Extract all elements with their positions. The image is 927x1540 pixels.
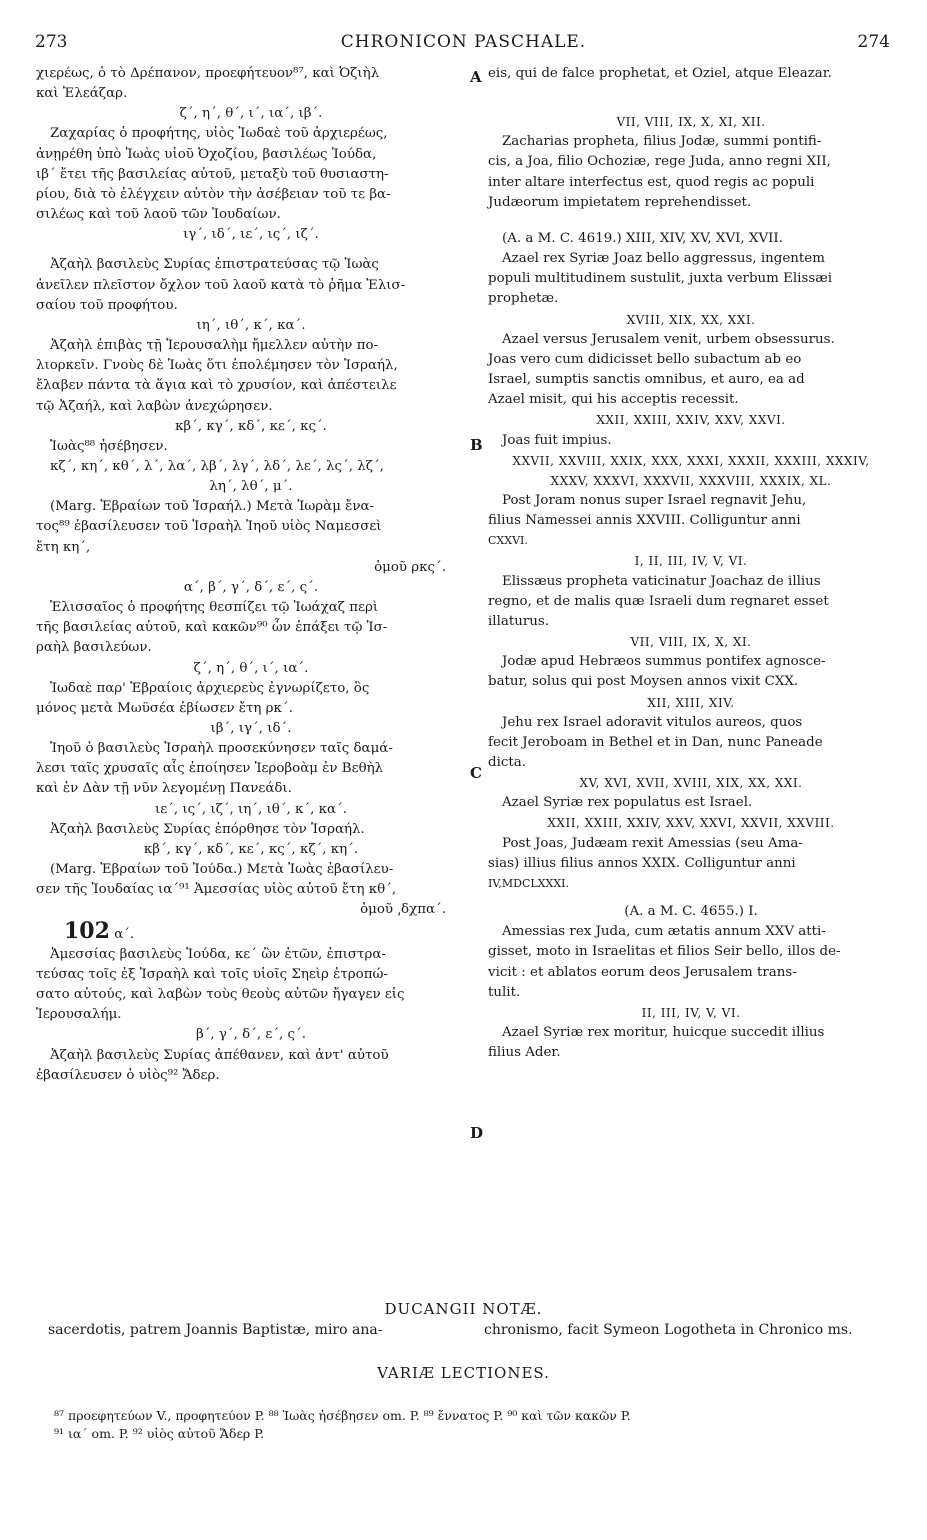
greek-column xyxy=(36,64,466,1086)
latin-line: filius Ader. xyxy=(488,1045,561,1061)
latin-line: populi multitudinem sustulit, juxta verbum Elissæi xyxy=(488,271,833,287)
latin-line: Judæorum impietatem reprehendisset. xyxy=(488,194,752,210)
section-letter-b: B xyxy=(470,436,483,454)
greek-line: τῆς βασιλείας αὐτοῦ, καὶ κακῶν⁹⁰ ὧν ἐπάξει τῷ Ἰσ- xyxy=(36,620,388,636)
greek-line: Ἀζαὴλ βασιλεὺς Συρίας ἀπέθανεν, καὶ ἀντ' αὐτοῦ xyxy=(50,1047,389,1063)
greek-line: λιορκεῖν. Γνοὺς δὲ Ἰωὰς ὅτι ἐπολέμησεν τὸν Ἰσραήλ, xyxy=(36,358,398,374)
greek-line: Ἐλισσαῖος ὁ προφήτης θεσπίζει τῷ Ἰωάχαζ περὶ xyxy=(50,600,379,616)
notes-text-right: chronismo, facit Symeon Logotheta in Chronico ms. xyxy=(484,1322,853,1338)
greek-line: τῷ Ἀζαήλ, καὶ λαβὼν ἀνεχώρησεν. xyxy=(36,398,273,414)
greek-line: (Marg. Ἑβραίων τοῦ Ἰούδα.) Μετὰ Ἰωὰς ἐβασίλευ- xyxy=(50,862,394,878)
variae-lectiones-title: VARIÆ LECTIONES. xyxy=(377,1364,550,1382)
latin-line: Israel, sumptis sanctis omnibus, et auro, ea ad xyxy=(488,372,805,388)
latin-line: cis, a Joa, filio Ochoziæ, rege Juda, anno regni XII, xyxy=(488,154,831,170)
greek-line: Ζαχαρίας ὁ προφήτης, υἱὸς Ἰωδαὲ τοῦ ἀρχιερέως, xyxy=(50,126,388,142)
greek-year-numbers: λη΄, λθ΄, μ΄. xyxy=(209,479,293,495)
greek-line: ἀνῃρέθη ὑπὸ Ἰωὰς υἱοῦ Ὀχοζίου, βασιλέως Ἰούδα, xyxy=(36,146,377,162)
latin-line: dicta. xyxy=(488,755,526,770)
latin-line: gisset, moto in Israelitas et filios Seir bello, illos de- xyxy=(488,944,841,960)
greek-line: Ἰωὰς⁸⁸ ἠσέβησεν. xyxy=(50,438,168,454)
latin-line: filius Namessei annis XXVIII. Colliguntur anni xyxy=(488,513,801,529)
greek-line: ἀνεῖλεν πλεῖστον ὄχλον τοῦ λαοῦ κατὰ τὸ ῥῆμα Ἐλισ- xyxy=(36,277,406,293)
greek-line: ἐβασίλευσεν ὁ υἱὸς⁹² Ἄδερ. xyxy=(36,1067,220,1083)
latin-line: Azael misit, qui his acceptis recessit. xyxy=(488,392,739,408)
notes-text-left: sacerdotis, patrem Joannis Baptistæ, miro ana- xyxy=(48,1322,383,1338)
latin-year-numbers: XXVII, XXVIII, XXIX, XXX, XXXI, XXXII, XXXIII, XXXIV, xyxy=(512,453,870,468)
variae-lectiones xyxy=(54,1407,904,1443)
latin-year-numbers: XVIII, XIX, XX, XXI. xyxy=(626,312,756,327)
latin-line: Joas fuit impius. xyxy=(502,432,612,448)
greek-year-numbers: α΄, β΄, γ΄, δ΄, ε΄, ς΄. xyxy=(183,579,319,595)
greek-line: ἔτη κη΄, xyxy=(36,539,91,555)
greek-line: ἔλαβεν πάντα τὰ ἅγια καὶ τὸ χρυσίον, καὶ ἀπέστειλε xyxy=(36,378,397,394)
latin-line: regno, et de malis quæ Israeli dum regnaret esset xyxy=(488,593,829,609)
greek-line: σαίου τοῦ προφήτου. xyxy=(36,297,178,313)
greek-line: Ἀζαὴλ βασιλεὺς Συρίας ἐπιστρατεύσας τῷ Ἰωὰς xyxy=(50,257,379,273)
greek-line: λεσι ταῖς χρυσαῖς αἷς ἐποίησεν Ἱεροβοὰμ ἐν Βεθὴλ xyxy=(36,761,384,777)
latin-year-numbers: II, III, IV, V, VI. xyxy=(641,1005,741,1020)
latin-year-numbers: XXII, XXIII, XXIV, XXV, XXVI, XXVII, XXVIII. xyxy=(547,816,835,831)
greek-year-numbers: ιγ΄, ιδ΄, ιε΄, ις΄, ιζ΄. xyxy=(183,227,319,243)
page-header xyxy=(30,32,897,58)
latin-year-numbers: XXII, XXIII, XXIV, XXV, XXVI. xyxy=(596,413,786,428)
greek-line: τεύσας τοῖς ἐξ Ἰσραὴλ καὶ τοῖς υἱοῖς Σηεὶρ ἐτροπώ- xyxy=(36,966,388,982)
greek-line: καὶ Ἐλεάζαρ. xyxy=(36,86,128,102)
greek-total: ὁμοῦ ͵δχπα΄. xyxy=(360,902,446,918)
latin-year-numbers: (A. a M. C. 4619.) XIII, XIV, XV, XVI, XVII. xyxy=(502,230,783,246)
greek-year-numbers: β΄, γ΄, δ΄, ε΄, ς΄. xyxy=(195,1027,307,1043)
latin-year-numbers: VII, VIII, IX, X, XI. xyxy=(630,635,752,650)
section-letter-a: A xyxy=(470,68,482,86)
latin-year-numbers: I, II, III, IV, V, VI. xyxy=(634,554,748,569)
notes-title: DUCANGII NOTÆ. xyxy=(384,1300,543,1318)
latin-line: eis, qui de falce prophetat, et Oziel, atque Eleazar. xyxy=(488,66,832,81)
greek-line: χιερέως, ὁ τὸ Δρέπανον, προεφήτευον⁸⁷, καὶ Ὀζιὴλ xyxy=(36,66,380,81)
greek-year-numbers: κζ΄, κη΄, κθ΄, λ΄, λα΄, λβ΄, λγ΄, λδ΄, λε΄, λς΄, λζ΄, xyxy=(50,458,384,474)
greek-line: μόνος μετὰ Μωϋσέα ἐβίωσεν ἔτη ρκ΄. xyxy=(36,700,293,716)
greek-year-numbers: ζ΄, η΄, θ΄, ι΄, ια΄. xyxy=(193,660,309,676)
greek-line: σιλέως καὶ τοῦ λαοῦ τῶν Ἰουδαίων. xyxy=(36,207,281,223)
latin-line: Elissæus propheta vaticinatur Joachaz de illius xyxy=(502,573,821,589)
latin-line: Jehu rex Israel adoravit vitulos aureos, quos xyxy=(502,714,803,730)
greek-line: ραὴλ βασιλεύων. xyxy=(36,640,152,656)
latin-line: illaturus. xyxy=(488,613,549,629)
latin-line: Joas vero cum didicisset bello subactum ab eo xyxy=(488,351,802,367)
section-letter-c: C xyxy=(470,764,482,782)
greek-year-numbers: ζ΄, η΄, θ΄, ι΄, ια΄, ιβ΄. xyxy=(179,106,323,122)
greek-year-numbers: κβ΄, κγ΄, κδ΄, κε΄, κς΄. xyxy=(175,418,327,434)
latin-line: Azael Syriæ rex populatus est Israel. xyxy=(502,795,753,811)
latin-line: CXXVI. xyxy=(488,534,528,548)
latin-line: Zacharias propheta, filius Jodæ, summi pontifi- xyxy=(502,134,822,150)
greek-line: (Marg. Ἑβραίων τοῦ Ἰσραήλ.) Μετὰ Ἰωρὰμ ἔνα- xyxy=(50,499,375,515)
greek-year-numbers: ιβ΄, ιγ΄, ιδ΄. xyxy=(210,721,292,736)
variant-readings-line: ⁸⁷ προεφητεύων V., προφητεύον P. ⁸⁸ Ἰωὰς ἠσέβησεν om. P. ⁸⁹ ἔννατος P. ⁹⁰ καὶ τῶν κακῶν P. xyxy=(54,1408,631,1423)
latin-line: fecit Jeroboam in Bethel et in Dan, nunc Paneade xyxy=(488,734,823,750)
latin-line: Azael rex Syriæ Joaz bello aggressus, ingentem xyxy=(502,251,825,267)
greek-year-numbers: ιε΄, ις΄, ιζ΄, ιη΄, ιθ΄, κ΄, κα΄. xyxy=(154,801,347,817)
latin-line: Azael Syriæ rex moritur, huicque succedit illius xyxy=(502,1025,825,1041)
greek-olympiad-line xyxy=(36,917,466,945)
greek-line: τος⁸⁹ ἐβασίλευσεν τοῦ Ἰσραὴλ Ἰηοῦ υἱὸς Ναμεσσεὶ xyxy=(36,519,382,535)
greek-line: Ἱερουσαλήμ. xyxy=(36,1007,122,1023)
greek-line: Ἀζαὴλ ἐπιβὰς τῇ Ἱερουσαλὴμ ἤμελλεν αὐτὴν πο- xyxy=(50,338,379,354)
greek-line: ιβ΄ ἔτει τῆς βασιλείας αὐτοῦ, μεταξὺ τοῦ θυσιαστη- xyxy=(36,166,389,182)
greek-line: καὶ ἐν Δὰν τῇ νῦν λεγομένῃ Πανεάδι. xyxy=(36,781,292,797)
latin-line: vicit : et ablatos eorum deos Jerusalem trans- xyxy=(488,964,797,980)
greek-line: Ἰηοῦ ὁ βασιλεὺς Ἰσραὴλ προσεκύνησεν ταῖς δαμά- xyxy=(50,741,393,757)
greek-line: Ἀζαὴλ βασιλεὺς Συρίας ἐπόρθησε τὸν Ἰσραήλ. xyxy=(50,821,365,837)
greek-total: ὁμοῦ ρκς΄. xyxy=(374,559,446,575)
greek-year-numbers: κβ΄, κγ΄, κδ΄, κε΄, κς΄, κζ΄, κη΄. xyxy=(143,841,359,857)
greek-line: σεν τῆς Ἰουδαίας ια΄⁹¹ Ἀμεσσίας υἱὸς αὐτοῦ ἔτη κθ΄, xyxy=(36,882,397,898)
latin-year-numbers: XII, XIII, XIV. xyxy=(647,695,735,710)
latin-line: Azael versus Jerusalem venit, urbem obsessurus. xyxy=(502,331,835,347)
greek-line: Ἀμεσσίας βασιλεὺς Ἰούδα, κε΄ ὢν ἐτῶν, ἐπιστρα- xyxy=(50,946,386,962)
section-letter-d: D xyxy=(470,1124,484,1142)
latin-line: inter altare interfectus est, quod regis ac populi xyxy=(488,174,815,190)
running-title: CHRONICON PASCHALE. xyxy=(340,32,587,52)
page-number-left: 273 xyxy=(35,32,68,52)
latin-line: Post Joram nonus super Israel regnavit Jehu, xyxy=(502,492,807,508)
latin-line: sias) illius filius annos XXIX. Colliguntur anni xyxy=(488,855,796,871)
latin-line: batur, solus qui post Moysen annos vixit CXX. xyxy=(488,674,799,690)
latin-column xyxy=(488,64,894,1063)
greek-line: σατο αὐτούς, καὶ λαβὼν τοὺς θεοὺς αὐτῶν ἤγαγεν εἰς xyxy=(36,987,405,1003)
greek-year-numbers: α΄. xyxy=(114,926,135,942)
latin-line: Jodæ apud Hebræos summus pontifex agnosce- xyxy=(502,654,826,670)
variant-readings-line: ⁹¹ ια΄ om. P. ⁹² υἱὸς αὐτοῦ Ἄδερ P. xyxy=(54,1426,265,1441)
olympiad-number: 102 xyxy=(64,917,110,944)
latin-line: Amessias rex Juda, cum ætatis annum XXV atti- xyxy=(502,924,826,940)
greek-year-numbers: ιη΄, ιθ΄, κ΄, κα΄. xyxy=(196,317,306,333)
latin-year-numbers: (A. a M. C. 4655.) I. xyxy=(624,904,758,920)
page-number-right: 274 xyxy=(857,32,890,52)
latin-line: Post Joas, Judæam rexit Amessias (seu Ama- xyxy=(502,835,803,851)
greek-line: ρίου, διὰ τὸ ἐλέγχειν αὐτὸν τὴν ἀσέβειαν τοῦ τε βα- xyxy=(36,186,391,202)
latin-year-numbers: XV, XVI, XVII, XVIII, XIX, XX, XXI. xyxy=(579,776,803,791)
latin-line: tulit. xyxy=(488,984,521,1000)
latin-line: prophetæ. xyxy=(488,291,559,307)
latin-line: IV,MDCLXXXI. xyxy=(488,876,570,890)
latin-year-numbers: XXXV, XXXVI, XXXVII, XXXVIII, XXXIX, XL. xyxy=(550,473,832,488)
greek-line: Ἰωδαὲ παρ' Ἑβραίοις ἀρχιερεὺς ἐγνωρίζετο, ὃς xyxy=(50,680,370,696)
latin-year-numbers: VII, VIII, IX, X, XI, XII. xyxy=(616,115,766,130)
